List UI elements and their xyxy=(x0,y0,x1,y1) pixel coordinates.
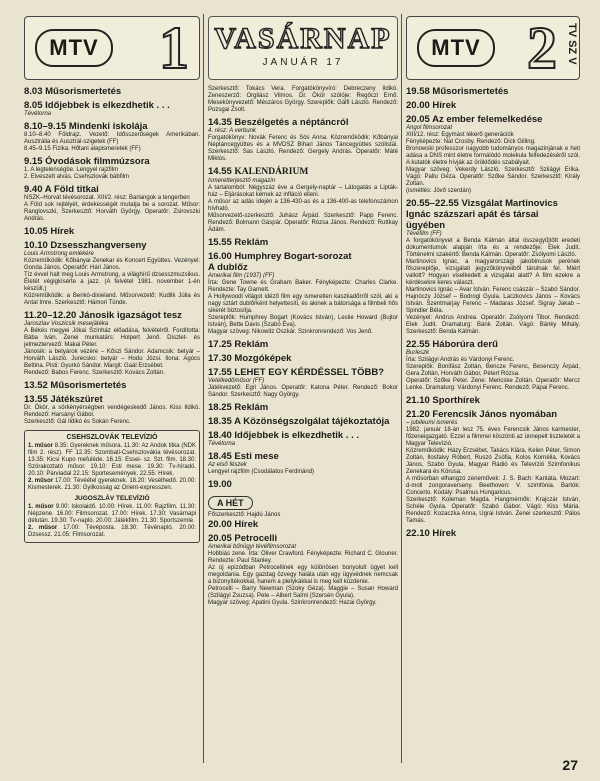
program-item xyxy=(208,533,398,607)
box-text xyxy=(28,478,196,492)
program-heading xyxy=(24,240,200,251)
program-title: LEHET EGY KÉRDÉSSEL TÖBB? xyxy=(234,367,384,378)
mtv2-logo xyxy=(406,16,580,80)
program-item xyxy=(24,184,200,223)
program-description: 8.45–9.15 Fizika. Hőtani alapismeretek (FF) xyxy=(24,146,141,152)
program-time: 18.40 xyxy=(208,430,232,441)
program-heading xyxy=(208,339,398,350)
program-item xyxy=(406,395,580,406)
program-title: Hírek xyxy=(432,528,457,539)
box-body: 9.00: Iskolaidő. 10.00: Hírek. 11.00: Rajzfilm. 11.30: Népzene. 16.00: Filmsorozat. 17.00: Hírek. 17.30: Vasárnapi délután. 19.30: Tv-napló. 20.00: Játékfilm. 21.30: Sportszemle. xyxy=(28,504,197,524)
program-subtitle: Tévétorna xyxy=(24,111,52,117)
box-title: JUGOSZLÁV TELEVÍZIÓ xyxy=(74,495,150,502)
program-time: 17.25 xyxy=(208,339,232,350)
program-title: Ferencsik János nyomában xyxy=(432,409,558,420)
a-het-credit: Főszerkesztő: Hajdú János xyxy=(208,512,281,518)
program-time: 13.52 xyxy=(24,380,48,391)
program-heading xyxy=(24,310,200,321)
program-subtitle: Vetélkedőműsor (FF) xyxy=(208,378,265,384)
program-time: 16.00 xyxy=(208,251,232,262)
program-title: Vizsgálat Martinovics Ignác százszari apát és társai ügyében xyxy=(406,198,558,231)
program-time: 8.03 xyxy=(24,86,43,97)
program-item xyxy=(208,237,398,248)
program-item xyxy=(406,198,580,336)
program-subtitle: 4. rész: A verbunk xyxy=(208,128,256,134)
program-item xyxy=(208,367,398,399)
day-title: VASÁRNAP xyxy=(214,22,392,55)
program-description: A Békés megyei Jókai Színház előadása, felvételről. Fordította: Bába Iván. Zenei munkatárs: Holpert Jenő. Díszlet- és jelmeztervező: Makai Péter. xyxy=(24,328,200,348)
program-title: Műsorismertetés xyxy=(50,380,127,391)
date-label: JANUÁR 17 xyxy=(262,57,344,68)
program-time: 10.10 xyxy=(24,240,48,251)
box-body: 8.35: Gyereknek műsora. 11.30: Az Andok titka (NDK film 2. rész). FF 12.35: Szombati-Csehszlovákia tévésorozat. 13.35: Kicsi Kupo mefuléde. 16.15: Essei- sz. Szt. film. 18.30: Szórakoztató műsor. 19.10: Esti mese. 19.30: Tv-híradó. 20.10: Párviadal 22.15: Sportesemények. 22.55: Hírek. xyxy=(28,443,196,477)
program-title: KALENDÁRIUM xyxy=(234,167,309,177)
program-description: NSZK–Horvát tévésorozat. XIII/2. rész: Barlangok a tengerben xyxy=(24,195,190,201)
program-description: Magyar szöveg: Nikowitz Oszkár. Szinkronrendező: Vos Jenő. xyxy=(208,329,373,335)
program-heading xyxy=(24,184,200,195)
program-list xyxy=(24,86,200,426)
program-item xyxy=(24,226,200,237)
channel-number: 2 xyxy=(527,16,557,81)
box-title: CSEHSZLOVÁK TELEVÍZIÓ xyxy=(66,434,158,441)
program-description: A műsorban elhangzó zeneművek: J. S. Bach: Kantáta. Mozart: d-moll zongoraverseny. Beethoven: V. szimfónia. Bartók: Concerto. Kodály: Psalmus Hungaricus. xyxy=(406,476,580,496)
program-description: Írta: Gene Towne és Graham Baker. Fényképezte: Charles Clarke. Rendezte: Tay Garnett. xyxy=(208,280,398,293)
program-time: 8.10–9.15 xyxy=(24,121,67,132)
program-heading xyxy=(24,226,200,237)
program-item xyxy=(406,86,580,97)
program-time: 19.58 xyxy=(406,86,430,97)
program-item xyxy=(406,100,580,111)
date-header xyxy=(208,16,398,80)
program-description: A tartalomból: Négyszáz éve a Gergely-naptár – Látogatás a Lipták-ház – Eljárásokat kérnek az infláció elleni. xyxy=(208,185,398,198)
program-list xyxy=(406,86,580,539)
program-time: 22.55 xyxy=(406,339,430,350)
program-title: Reklám xyxy=(234,402,269,413)
program-heading xyxy=(24,100,200,111)
program-title: Háborúra derű xyxy=(432,339,498,350)
program-description: Vezényel: Andrus Andrea. Operatőr: Zsólyomi Tibor. Rendező: Elek Judit. Dramaturg: Bánk Zoltán. Vágó: Bánky Mihály. Szerkesztő: Benda Kálmán. xyxy=(406,315,580,335)
program-title: Az ember felemelkedése xyxy=(432,114,543,125)
program-heading xyxy=(208,251,398,262)
program-title: Hírek xyxy=(50,226,75,237)
program-title: A Föld titkai xyxy=(44,184,99,195)
program-item xyxy=(406,339,580,392)
program-item xyxy=(208,430,398,448)
program-title: Petrocelli xyxy=(234,533,278,544)
program-description: Az új epizódban Petrocellinek egy különösen bonyolult ügyet kell megoldania. Egy gazdag özvegy halála után egy ügyvédnek nemcsak a bizonyítékokkal, hanem a pletykákkal is meg kell küzdenie. xyxy=(208,565,398,585)
program-title: Esti mese xyxy=(234,451,279,462)
program-description: (ismétlés: Jövő szerdán) xyxy=(406,188,472,194)
program-title: Humphrey Bogart-sorozat xyxy=(234,251,352,262)
program-title: Műsorismertetés xyxy=(432,86,509,97)
a-het-logo: A HÉT xyxy=(208,496,253,510)
program-heading xyxy=(406,100,580,111)
box-subtitle: 2. műsor xyxy=(28,478,54,484)
program-time: 20.05 xyxy=(208,533,232,544)
page-number: 27 xyxy=(562,757,578,773)
program-time: 18.25 xyxy=(208,402,232,413)
channel-number: 1 xyxy=(159,16,189,81)
program-description: Írta: Szilágyi András és Várdonyi Ferenc. xyxy=(406,357,515,363)
program-heading xyxy=(208,451,398,462)
box-body: 17.00: Tévéposta. 18.30: Tévénapló. 20.00: Dzsessz. 21.05: Filmsorozat. xyxy=(28,525,196,538)
program-time: 20.00 xyxy=(406,100,430,111)
box-body: 17.00: Tévéétel gyereknek. 18.20: Vesélhedő. 20.00: Kismesterek. 21.30: Gyilkosság az Orient-expresszen. xyxy=(28,478,196,491)
program-item xyxy=(24,394,200,426)
program-heading xyxy=(208,533,398,544)
program-subtitle: Jaroszlav Voszicsik mesejátéka xyxy=(24,321,109,327)
program-subtitle: Tévétorna xyxy=(208,441,236,447)
program-description: Hobbiás zene. Írta: Oliver Crawford. Fényképezte: Richard C. Glouner. Rendezte: Paul Stanley. xyxy=(208,551,398,564)
program-subtitle: Amerikai film (1937) (FF) xyxy=(208,273,275,279)
program-description: Jánosik: a betyárok vezére – Kőszi Sándor. Adamcsik: betyár – Horváth László. Jurecsko: betyár – Hodu Józsi. Ilona: Agócs Bettina. Pisti: Gyurkó Sándor. Margit: Gaál Erzsébet. xyxy=(24,349,200,369)
program-description: Tíz évvel halt meg Louis Armstrong, a világhírű dzsesszmuzsikus. Életét végigkísérte a jazz. (A felvétel 1981. november 1-én készült.) xyxy=(24,272,200,292)
program-title: Mozgóképek xyxy=(234,353,292,364)
program-description: Szerkesztő: Koleman Magda. Hangmérnők: Krajczár István, Schéle Gyula. Operatőr: Szabó Gábor. Vágó: Kiss Mária. Rendező: Kozaczka Anna, Ugrai István. Zenei szerkesztő: Pálos Tamás. xyxy=(406,497,580,524)
box-text xyxy=(28,443,196,478)
mtv-wordmark: MTV xyxy=(417,29,495,67)
program-description: Operatőr: Szőke Péter. Zene: Mericske Zoltán. Operatőr: Mercz Lenke. Dramaturg: Várdonyi Ferenc. Rendező: Pápai Ferenc. xyxy=(406,378,580,391)
program-heading xyxy=(406,339,580,350)
program-title: A Közönségszolgálat tájékoztatója xyxy=(234,416,390,427)
program-description: Forgatókönyv: Novák Ferenc és Sós Anna. Közreműködik: Kőbányai Néptáncegyüttes és a MVDSZ Bihari János Táncegyüttes szólistái. Szerkesztő: Sas László. Rendező: Gergely András. Operatőr: Máté Miklós. xyxy=(208,135,398,162)
program-item xyxy=(24,240,200,307)
program-title: Jánosik igazságot tesz xyxy=(78,310,182,321)
program-time: 14.35 xyxy=(208,117,232,128)
program-heading xyxy=(208,353,398,364)
program-heading xyxy=(406,198,580,231)
program-title: Óvodások filmmúzsora xyxy=(45,156,150,167)
program-item xyxy=(24,156,200,181)
program-heading xyxy=(24,121,200,132)
program-time: 18.35 xyxy=(208,416,232,427)
program-time: 15.55 xyxy=(208,237,232,248)
program-time: 9.40 xyxy=(24,184,43,195)
program-description: A műsor az adás idején a 136-430-as és a 136-400-as telefonszámon hívható. xyxy=(208,199,398,212)
program-subtitle: Tévéfilm (FF) xyxy=(406,231,442,237)
column-sunday xyxy=(208,16,398,781)
program-heading xyxy=(24,394,200,405)
program-description: Fényképezte: Nat Crosby. Rendező: Dick Gilling. xyxy=(406,139,536,145)
column-divider xyxy=(401,14,402,763)
program-description: 1. A legtelenségbe. Lengyel rajzfilm xyxy=(24,167,119,173)
program-title: Sporthírek xyxy=(432,395,480,406)
program-description: Martinovics Ignác, a magyarországi jakobinusok perének főszereplője, vizsgálati jegyzőkönyveiből tárulnak fel. Miért vallott? Hogyan viselkedett a vizsgálat alatt? A film ezekre a kérdésekre keres választ. xyxy=(406,259,580,286)
program-time: 11.20–12.20 xyxy=(24,310,77,321)
program-item xyxy=(24,86,200,97)
program-item xyxy=(208,353,398,364)
program-subtitle: Amerikai bűnügyi tévéfilmsorozat xyxy=(208,544,297,550)
program-title: Mindenki iskolája xyxy=(68,121,148,132)
program-list xyxy=(208,117,398,490)
program-title: Játékszüret xyxy=(50,394,103,405)
program-time: 19.00 xyxy=(208,479,232,490)
program-description: Lengyel rajzfilm (Csodálatos Ferdinánd) xyxy=(208,469,315,475)
program-subtitle: Angol filmsorozat xyxy=(406,125,453,131)
program-description: A Föld sok rejtélyét, érdekességét mutatja be a sorozat. Műsor: Ranglovszki, Szerkesztő: Horváth György. Operatőr: Zsirovszki András. xyxy=(24,202,200,222)
program-heading xyxy=(208,367,398,378)
program-time: 18.45 xyxy=(208,451,232,462)
program-time: 20.00 xyxy=(208,519,232,530)
program-description: A Hollywoodi világot idéző film egy ismeretlen kaszkadőrről szól, aki a nagy sztárt dublőrként helyettesíti, és akinek a bátorsága a filmbeli hős sikerét biztosítja. xyxy=(208,294,398,314)
box-subtitle: 1. műsor xyxy=(28,443,54,449)
program-item xyxy=(208,166,398,234)
program-time: 17.55 xyxy=(208,367,232,378)
mtv-wordmark: MTV xyxy=(35,29,113,67)
program-heading xyxy=(208,430,398,441)
program-description: Petrocelli – Barry Newman (Szoky Géza). Maggie – Susan Howard (Szilágyi Zsuzsa). Pete – Albert Salmi (Szersén Gyula). xyxy=(208,586,398,599)
intro-text: Szerkesztő: Tokács Vera. Forgatókönyvíró: Debreczeny Ildikó. Zeneszerző: Orgliász Vilmos. Dr. Ökör szólóje: Regőczi Ernő. Mesekönyvezető: Mészáros György. Szereplők: Gálfi László. Rendező: Pozsgai Zsolt. xyxy=(208,86,398,113)
program-heading xyxy=(208,117,398,128)
program-heading xyxy=(24,156,200,167)
program-time: 9.15 xyxy=(24,156,43,167)
program-item xyxy=(208,479,398,490)
program-subtitle: Burleszk xyxy=(406,350,430,356)
column-mtv1 xyxy=(24,16,200,781)
program-list xyxy=(208,519,398,607)
column-mtv2 xyxy=(406,16,580,781)
program-description: Közreműködik: Kőbányai Zenekar és Koncert Együttes. Vezényel: Gonda János. Operatőr: Hári János. xyxy=(24,258,200,271)
program-time: 21.20 xyxy=(406,409,430,420)
program-description: 2. Elveszett alvás. Csehszlovák bábfilm xyxy=(24,174,130,180)
program-description: Dr. Ökör, a sörkényérségben vendégeskedő János. Kiss Ildikó. Rendező: Harsányi Gábor. xyxy=(24,405,200,418)
program-time: 21.10 xyxy=(406,395,430,406)
program-heading xyxy=(208,479,398,490)
program-item xyxy=(24,121,200,153)
program-description: 8.10–8.40 Földrajz. Vezető: Idősszerűségek Amerikában. Ausztrália és Ausztrál-szigetek (FF) xyxy=(24,132,200,145)
program-item xyxy=(24,100,200,118)
program-title: Reklám xyxy=(234,339,269,350)
program-heading xyxy=(406,114,580,125)
program-heading xyxy=(406,528,580,539)
program-title: Hírek xyxy=(234,519,259,530)
program-title: Dzsesszhangverseny xyxy=(50,240,147,251)
program-description: A forgatókönyvet a Benda Kálmán által összegyűjtött eredeti dokumentumok alapján írta és a rendezője: Elek Judit. Történelmi szakértő: Benda Kálmán. Operatőr: Zsólyomi László. xyxy=(406,238,580,258)
program-item xyxy=(208,416,398,427)
program-item xyxy=(406,528,580,539)
program-item xyxy=(24,380,200,391)
program-time: 20.55–22.55 xyxy=(406,198,459,209)
program-heading xyxy=(208,402,398,413)
program-item xyxy=(208,339,398,350)
program-time: 8.05 xyxy=(24,100,43,111)
program-description: Műsorvezető-szerkesztő: Juhász Árpád. Szerkesztő: Papp Ferenc. Rendező: Bolmann Gáspár. Operatőr: Rózsa János. Rendező: Ruttkay Ádám. xyxy=(208,213,398,233)
program-item xyxy=(208,451,398,476)
program-time: 14.55 xyxy=(208,166,232,177)
program-description: Szerkesztő: Gál Ildikó és Sokán Ferenc. xyxy=(24,419,131,425)
program-title: Műsorismertetés xyxy=(45,86,122,97)
column-divider xyxy=(203,14,204,763)
program-item xyxy=(208,117,398,163)
program-subtitle: Az első fészek xyxy=(208,462,247,468)
cs-tv-box xyxy=(24,430,200,543)
program-description: Közreműködik: a Benkó-dixieland. Műsorvezető: Kudlik Júlia és Antal Imre. Szerkesztő: Hámori Tünde. xyxy=(24,293,200,306)
program-heading xyxy=(208,519,398,530)
program-title: Reklám xyxy=(234,237,269,248)
program-item xyxy=(24,310,200,377)
program-title: Időjebbek is elkezdhetik . . . xyxy=(234,430,360,441)
program-item xyxy=(406,114,580,195)
program-heading xyxy=(208,416,398,427)
program-item xyxy=(208,402,398,413)
mtv1-logo xyxy=(24,16,200,80)
program-description: Rendező: Babos Ferenc. Szerkesztő: Kovács Zoltán. xyxy=(24,370,165,376)
program-time: 17.30 xyxy=(208,353,232,364)
program-description: Közreműködik: Házy Erzsébet, Takács Klára, Kelen Péter, Simon Zoltán, Ilosfalvy Róbert, Ruszó Zsófia, Kolos Kornélia, Kovács János, Szabó Gyula, Magyar Rádió és Televízió Szimfonikus Zenekara és Kórusa. xyxy=(406,448,580,475)
program-title: Időjebbek is elkezdhetik . . . xyxy=(45,100,170,111)
program-item xyxy=(406,409,580,525)
program-item xyxy=(208,251,398,336)
program-description: Játékvezető: Egri János. Operatőr: Katona Péter. Rendező: Bokor Sándor. Szerkesztő: Nagy György. xyxy=(208,385,398,398)
program-description: Szereplők: Humphrey Bogart (Kovács István), Leslie Howard (Bujtor István), Bette Davis (Szabó Éva). xyxy=(208,315,398,328)
program-description: Magyar szöveg: Apatini Gyula. Szinkronrendező: Hazai György. xyxy=(208,600,377,606)
program-heading xyxy=(208,166,398,178)
program-time: 13.55 xyxy=(24,394,48,405)
program-title: Hírek xyxy=(432,100,457,111)
program-description: Martinovics Ignác – Avar István. Ferenc császár – Szabó Sándor. Hajnóczy József – Bodrogi Gyula. Laczkovics János – Kovács István. Szentmarjay Ferenc – Madaras József. Sigray Jakab – Spindler Béla. xyxy=(406,287,580,314)
program-heading xyxy=(24,380,200,391)
program-heading xyxy=(406,86,580,97)
box-subtitle: 2. műsor xyxy=(28,525,58,531)
program-heading xyxy=(24,86,200,97)
program-title: Beszélgetés a néptáncról xyxy=(234,117,349,128)
program-time: 10.05 xyxy=(24,226,48,237)
program-heading xyxy=(406,409,580,420)
program-time: 22.10 xyxy=(406,528,430,539)
program-title-secondary: A dublőz xyxy=(208,262,248,273)
program-description: Bronowski professzor nagyobb tudományos magazinjának e heti adása a DNS mint életre formálódó molekula felfedezéséről szól. A kutatók életre hívják az öröklődés szabályait. xyxy=(406,146,580,166)
program-subtitle: Ismeretterjesztő magazin xyxy=(208,178,276,184)
box-text xyxy=(28,504,196,525)
program-description: Magyar szöveg: Vekerdy László. Szerkesztő: Szilágyi Erika. Vágó: Pallu Géza. Operatőr: Szőke Sándor. Szerkesztő: Király Zoltán. xyxy=(406,167,580,187)
program-description: XIII/12. rész: Egymást lékerő generációk xyxy=(406,132,514,138)
box-subtitle: 1. műsor xyxy=(28,504,54,510)
program-time: 20.05 xyxy=(406,114,430,125)
program-subtitle: – jubileumi ismerés xyxy=(406,420,458,426)
program-heading xyxy=(406,395,580,406)
program-subtitle: Louis Armstrong emlékére xyxy=(24,251,94,257)
program-description: Szereplők: Bonifász Zoltán, Bencze Ferenc, Besenczy Árpád, Gera Zoltán, Horváth Gábor, Pétert Rózsa. xyxy=(406,364,580,377)
tv-szv-mark: TV SZ V xyxy=(566,23,578,65)
program-description: 1982. január 18-án lesz 75. éves Ferencsik János karmester, főzeneigazgató. Ezzel a filmmel köszönti az ünnepelt tiszteletét a Magyar Televízió. xyxy=(406,427,580,447)
box-text xyxy=(28,525,196,539)
program-heading xyxy=(208,237,398,248)
program-item xyxy=(208,519,398,530)
